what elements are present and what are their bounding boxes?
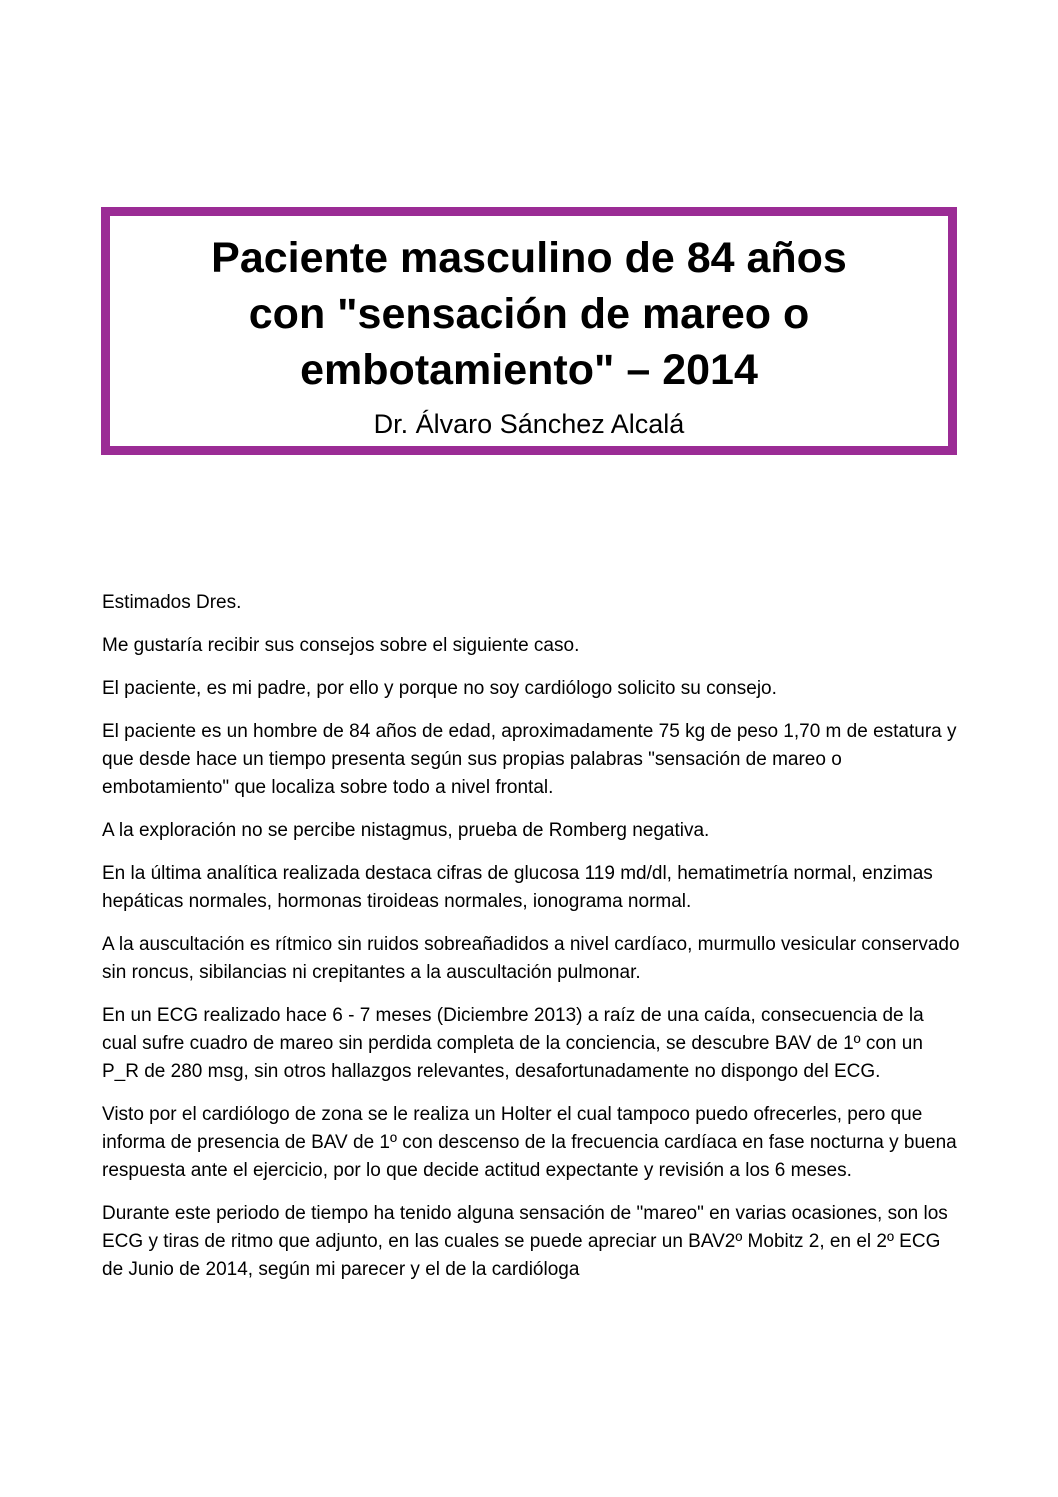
paragraph-relationship: El paciente, es mi padre, por ello y porque no soy cardiólogo solicito su consejo. xyxy=(102,678,777,699)
author-name: Dr. Álvaro Sánchez Alcalá xyxy=(373,409,685,439)
paragraph-lab-results: En la última analítica realizada destaca cifras de glucosa 119 md/dl, hematimetría normal, enzimas hepáticas normales, hormonas tiroideas normales, ionograma normal. xyxy=(102,863,933,912)
title-line-3: embotamiento" – 2014 xyxy=(300,346,758,394)
paragraph-greeting: Estimados Dres. xyxy=(102,592,242,613)
paragraph-recent-episodes: Durante este periodo de tiempo ha tenido alguna sensación de "mareo" en varias ocasiones, son los ECG y tiras de ritmo que adjunto, en las cuales se puede apreciar un BAV2º Mobitz 2, en el 2º ECG de Junio de 2014, según mi parecer y el de la cardióloga xyxy=(102,1203,948,1280)
letter-body xyxy=(102,589,962,1299)
paragraph-exploration: A la exploración no se percibe nistagmus, prueba de Romberg negativa. xyxy=(102,820,710,841)
title-box xyxy=(101,207,957,455)
paragraph-patient-description: El paciente es un hombre de 84 años de edad, aproximadamente 75 kg de peso 1,70 m de estatura y que desde hace un tiempo presenta según sus propias palabras "sensación de mareo o embotamiento" que localiza sobre todo a nivel frontal. xyxy=(102,721,957,798)
paragraph-auscultation: A la auscultación es rítmico sin ruidos sobreañadidos a nivel cardíaco, murmullo vesicular conservado sin roncus, sibilancias ni crepitantes a la auscultación pulmonar. xyxy=(102,934,960,983)
page-title xyxy=(110,216,948,398)
paragraph-request: Me gustaría recibir sus consejos sobre el siguiente caso. xyxy=(102,635,580,656)
paragraph-holter: Visto por el cardiólogo de zona se le realiza un Holter el cual tampoco puedo ofrecerles, pero que informa de presencia de BAV de 1º con descenso de la frecuencia cardíaca en fase nocturna y buena respuesta ante el ejercicio, por lo que decide actitud expectante y revisión a los 6 meses. xyxy=(102,1104,957,1181)
title-line-2: con "sensación de mareo o xyxy=(248,290,810,338)
paragraph-ecg-history: En un ECG realizado hace 6 - 7 meses (Diciembre 2013) a raíz de una caída, consecuencia de la cual sufre cuadro de mareo sin perdida completa de la conciencia, se descubre BAV de 1º con un P_R de 280 msg, sin otros hallazgos relevantes, desafortunadamente no dispongo del ECG. xyxy=(102,1005,924,1082)
title-line-1: Paciente masculino de 84 años xyxy=(211,234,847,282)
